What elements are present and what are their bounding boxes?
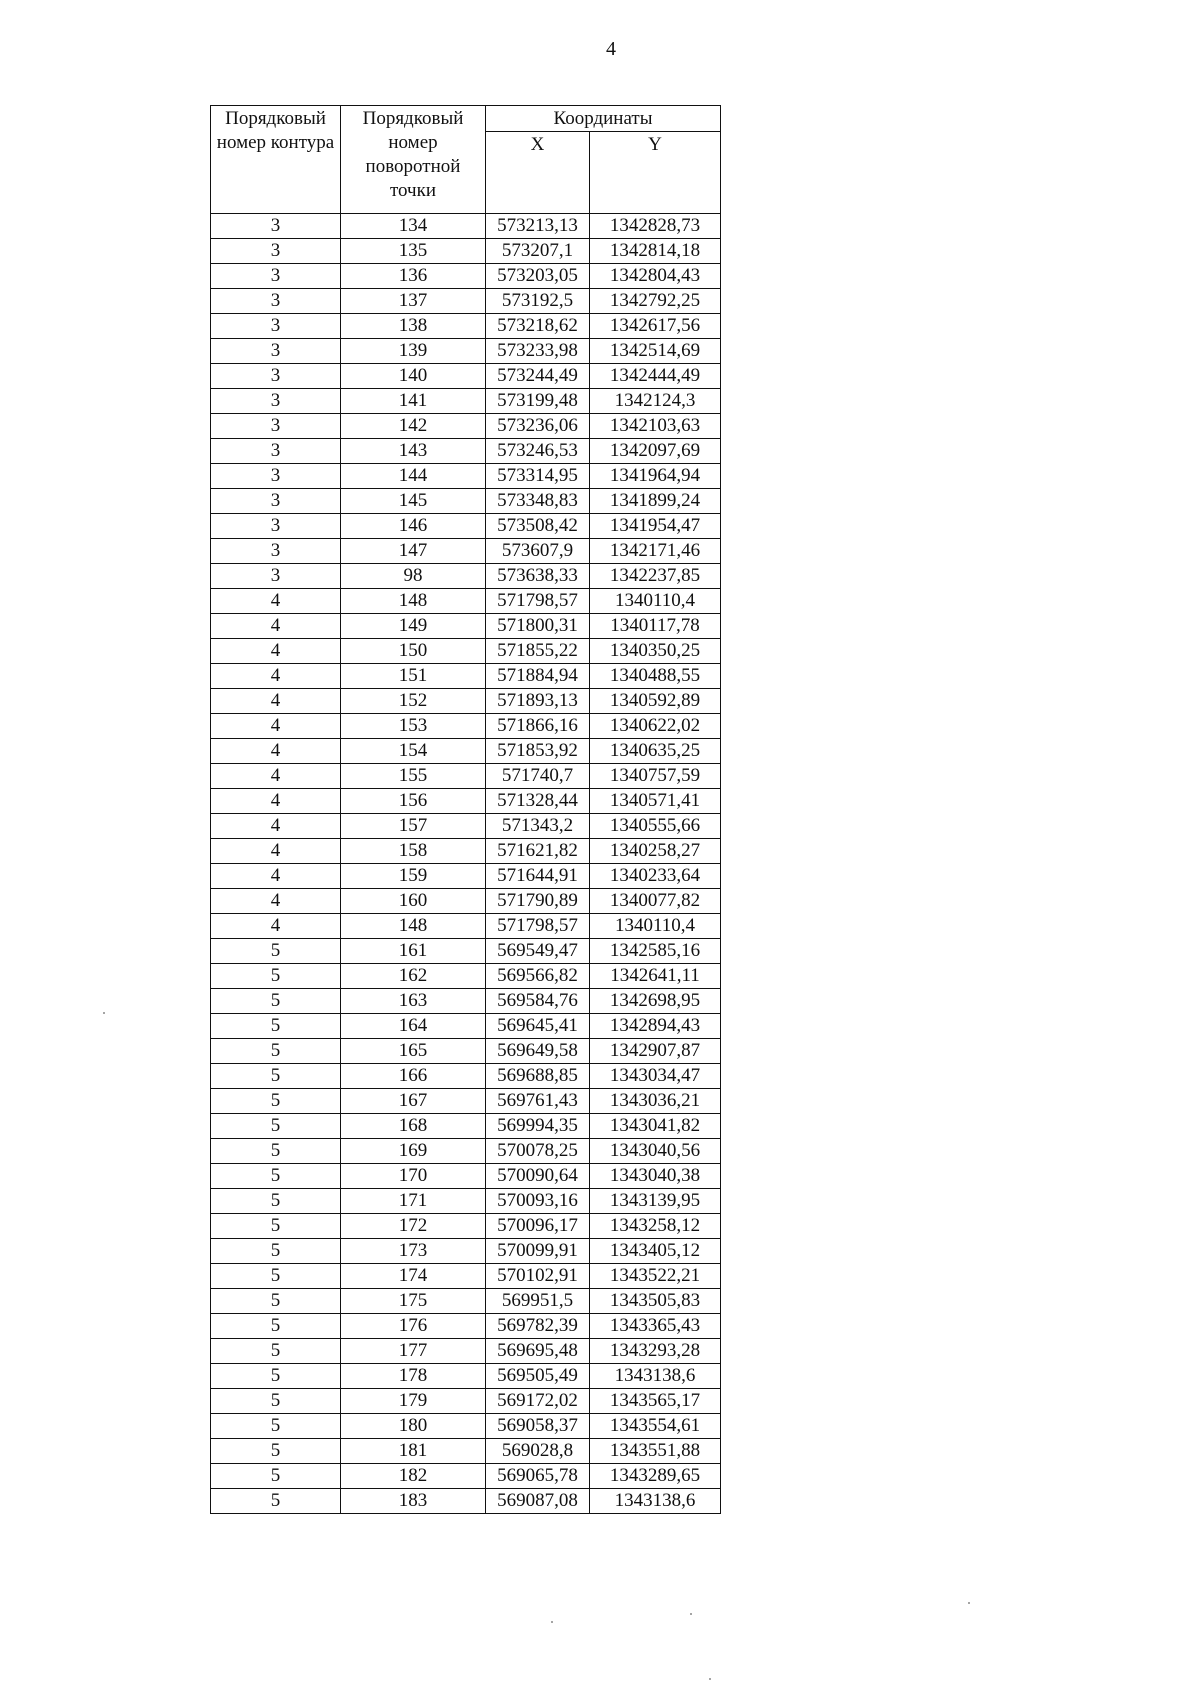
cell-contour-number: 3 <box>211 564 341 589</box>
cell-point-number: 138 <box>341 314 486 339</box>
cell-contour-number: 5 <box>211 1264 341 1289</box>
table-row <box>211 1214 721 1239</box>
cell-y-coordinate: 1341954,47 <box>590 514 721 539</box>
cell-point-number: 144 <box>341 464 486 489</box>
cell-x-coordinate: 573246,53 <box>486 439 590 464</box>
cell-contour-number: 4 <box>211 864 341 889</box>
cell-y-coordinate: 1340592,89 <box>590 689 721 714</box>
table-row <box>211 964 721 989</box>
table-row <box>211 1414 721 1439</box>
table-row <box>211 789 721 814</box>
cell-x-coordinate: 571884,94 <box>486 664 590 689</box>
cell-point-number: 148 <box>341 914 486 939</box>
cell-point-number: 150 <box>341 639 486 664</box>
cell-contour-number: 5 <box>211 1164 341 1189</box>
cell-contour-number: 3 <box>211 414 341 439</box>
cell-y-coordinate: 1342097,69 <box>590 439 721 464</box>
table-row <box>211 1439 721 1464</box>
cell-point-number: 162 <box>341 964 486 989</box>
cell-y-coordinate: 1343365,43 <box>590 1314 721 1339</box>
cell-contour-number: 5 <box>211 989 341 1014</box>
table-row <box>211 714 721 739</box>
cell-x-coordinate: 569761,43 <box>486 1089 590 1114</box>
cell-x-coordinate: 573207,1 <box>486 239 590 264</box>
cell-x-coordinate: 571798,57 <box>486 914 590 939</box>
cell-point-number: 167 <box>341 1089 486 1114</box>
cell-contour-number: 5 <box>211 1139 341 1164</box>
cell-y-coordinate: 1343040,38 <box>590 1164 721 1189</box>
cell-point-number: 142 <box>341 414 486 439</box>
cell-contour-number: 5 <box>211 1089 341 1114</box>
cell-point-number: 174 <box>341 1264 486 1289</box>
cell-contour-number: 4 <box>211 639 341 664</box>
cell-x-coordinate: 570099,91 <box>486 1239 590 1264</box>
cell-point-number: 173 <box>341 1239 486 1264</box>
cell-x-coordinate: 570078,25 <box>486 1139 590 1164</box>
cell-y-coordinate: 1343139,95 <box>590 1189 721 1214</box>
cell-point-number: 163 <box>341 989 486 1014</box>
table-row <box>211 914 721 939</box>
cell-x-coordinate: 569645,41 <box>486 1014 590 1039</box>
table-row <box>211 839 721 864</box>
cell-x-coordinate: 571740,7 <box>486 764 590 789</box>
cell-y-coordinate: 1340757,59 <box>590 764 721 789</box>
cell-contour-number: 3 <box>211 389 341 414</box>
table-row <box>211 1464 721 1489</box>
cell-point-number: 169 <box>341 1139 486 1164</box>
table-row <box>211 414 721 439</box>
cell-point-number: 182 <box>341 1464 486 1489</box>
table-row <box>211 939 721 964</box>
cell-contour-number: 5 <box>211 964 341 989</box>
cell-x-coordinate: 573348,83 <box>486 489 590 514</box>
cell-contour-number: 5 <box>211 939 341 964</box>
cell-contour-number: 3 <box>211 489 341 514</box>
cell-y-coordinate: 1342698,95 <box>590 989 721 1014</box>
cell-contour-number: 5 <box>211 1489 341 1514</box>
cell-x-coordinate: 571866,16 <box>486 714 590 739</box>
scan-speck <box>551 1621 553 1623</box>
cell-contour-number: 4 <box>211 739 341 764</box>
cell-contour-number: 5 <box>211 1414 341 1439</box>
table-row <box>211 264 721 289</box>
cell-x-coordinate: 569688,85 <box>486 1064 590 1089</box>
cell-contour-number: 3 <box>211 314 341 339</box>
cell-x-coordinate: 571644,91 <box>486 864 590 889</box>
cell-y-coordinate: 1342585,16 <box>590 939 721 964</box>
cell-point-number: 177 <box>341 1339 486 1364</box>
cell-y-coordinate: 1340571,41 <box>590 789 721 814</box>
cell-x-coordinate: 569584,76 <box>486 989 590 1014</box>
cell-point-number: 145 <box>341 489 486 514</box>
cell-y-coordinate: 1342514,69 <box>590 339 721 364</box>
cell-x-coordinate: 571343,2 <box>486 814 590 839</box>
cell-point-number: 172 <box>341 1214 486 1239</box>
header-point-label: Порядковый номер поворотной точки <box>362 108 464 201</box>
cell-contour-number: 3 <box>211 339 341 364</box>
cell-contour-number: 4 <box>211 614 341 639</box>
cell-x-coordinate: 569505,49 <box>486 1364 590 1389</box>
table-row <box>211 1239 721 1264</box>
cell-y-coordinate: 1343554,61 <box>590 1414 721 1439</box>
cell-contour-number: 4 <box>211 889 341 914</box>
cell-y-coordinate: 1341899,24 <box>590 489 721 514</box>
table-row <box>211 1014 721 1039</box>
cell-y-coordinate: 1340635,25 <box>590 739 721 764</box>
scan-speck <box>968 1602 970 1604</box>
cell-point-number: 158 <box>341 839 486 864</box>
scan-speck <box>103 1012 105 1014</box>
table-row <box>211 1389 721 1414</box>
cell-x-coordinate: 573233,98 <box>486 339 590 364</box>
cell-x-coordinate: 571790,89 <box>486 889 590 914</box>
header-point-number <box>341 106 486 214</box>
cell-y-coordinate: 1342907,87 <box>590 1039 721 1064</box>
cell-point-number: 155 <box>341 764 486 789</box>
cell-point-number: 160 <box>341 889 486 914</box>
cell-point-number: 165 <box>341 1039 486 1064</box>
header-coordinates: Координаты <box>486 106 721 132</box>
cell-x-coordinate: 571855,22 <box>486 639 590 664</box>
cell-y-coordinate: 1343258,12 <box>590 1214 721 1239</box>
cell-point-number: 175 <box>341 1289 486 1314</box>
cell-point-number: 137 <box>341 289 486 314</box>
cell-x-coordinate: 570093,16 <box>486 1189 590 1214</box>
cell-point-number: 164 <box>341 1014 486 1039</box>
header-contour-label: Порядковый номер контура <box>216 108 335 153</box>
table-row <box>211 864 721 889</box>
table-row <box>211 1164 721 1189</box>
cell-x-coordinate: 570096,17 <box>486 1214 590 1239</box>
cell-point-number: 183 <box>341 1489 486 1514</box>
cell-x-coordinate: 571798,57 <box>486 589 590 614</box>
table-row <box>211 364 721 389</box>
cell-point-number: 153 <box>341 714 486 739</box>
cell-contour-number: 5 <box>211 1114 341 1139</box>
cell-y-coordinate: 1340350,25 <box>590 639 721 664</box>
cell-contour-number: 4 <box>211 814 341 839</box>
cell-contour-number: 4 <box>211 839 341 864</box>
cell-contour-number: 3 <box>211 464 341 489</box>
table-row <box>211 814 721 839</box>
cell-x-coordinate: 569649,58 <box>486 1039 590 1064</box>
cell-y-coordinate: 1340622,02 <box>590 714 721 739</box>
cell-y-coordinate: 1342444,49 <box>590 364 721 389</box>
cell-contour-number: 5 <box>211 1064 341 1089</box>
cell-point-number: 146 <box>341 514 486 539</box>
table-row <box>211 339 721 364</box>
cell-x-coordinate: 571853,92 <box>486 739 590 764</box>
cell-x-coordinate: 573213,13 <box>486 214 590 239</box>
cell-x-coordinate: 569695,48 <box>486 1339 590 1364</box>
cell-contour-number: 4 <box>211 664 341 689</box>
table-row <box>211 1364 721 1389</box>
cell-x-coordinate: 569566,82 <box>486 964 590 989</box>
cell-x-coordinate: 573203,05 <box>486 264 590 289</box>
cell-y-coordinate: 1340258,27 <box>590 839 721 864</box>
cell-contour-number: 3 <box>211 289 341 314</box>
table-row <box>211 739 721 764</box>
cell-y-coordinate: 1343405,12 <box>590 1239 721 1264</box>
cell-point-number: 151 <box>341 664 486 689</box>
cell-point-number: 152 <box>341 689 486 714</box>
table-row <box>211 1064 721 1089</box>
table-row <box>211 1139 721 1164</box>
page-number: 4 <box>606 38 616 60</box>
cell-x-coordinate: 571328,44 <box>486 789 590 814</box>
cell-y-coordinate: 1342124,3 <box>590 389 721 414</box>
table-row <box>211 439 721 464</box>
cell-contour-number: 4 <box>211 589 341 614</box>
table-row <box>211 564 721 589</box>
cell-contour-number: 4 <box>211 714 341 739</box>
cell-contour-number: 4 <box>211 689 341 714</box>
cell-y-coordinate: 1341964,94 <box>590 464 721 489</box>
table-row <box>211 664 721 689</box>
cell-contour-number: 4 <box>211 914 341 939</box>
cell-point-number: 178 <box>341 1364 486 1389</box>
header-x: X <box>486 132 590 214</box>
cell-y-coordinate: 1343505,83 <box>590 1289 721 1314</box>
table-row <box>211 1264 721 1289</box>
table-row <box>211 1339 721 1364</box>
scan-speck <box>709 1678 711 1680</box>
table-row <box>211 589 721 614</box>
table-header <box>211 106 721 214</box>
cell-contour-number: 3 <box>211 539 341 564</box>
table-row <box>211 389 721 414</box>
cell-point-number: 179 <box>341 1389 486 1414</box>
cell-y-coordinate: 1340077,82 <box>590 889 721 914</box>
cell-x-coordinate: 573607,9 <box>486 539 590 564</box>
cell-contour-number: 5 <box>211 1314 341 1339</box>
cell-y-coordinate: 1343036,21 <box>590 1089 721 1114</box>
cell-x-coordinate: 570090,64 <box>486 1164 590 1189</box>
cell-y-coordinate: 1343293,28 <box>590 1339 721 1364</box>
cell-y-coordinate: 1340233,64 <box>590 864 721 889</box>
cell-y-coordinate: 1340555,66 <box>590 814 721 839</box>
cell-contour-number: 5 <box>211 1364 341 1389</box>
table-row <box>211 1114 721 1139</box>
cell-x-coordinate: 571893,13 <box>486 689 590 714</box>
cell-y-coordinate: 1340110,4 <box>590 914 721 939</box>
table-row <box>211 1089 721 1114</box>
cell-x-coordinate: 569065,78 <box>486 1464 590 1489</box>
cell-y-coordinate: 1342792,25 <box>590 289 721 314</box>
cell-point-number: 143 <box>341 439 486 464</box>
cell-y-coordinate: 1343565,17 <box>590 1389 721 1414</box>
cell-contour-number: 5 <box>211 1389 341 1414</box>
cell-point-number: 139 <box>341 339 486 364</box>
table-row <box>211 289 721 314</box>
cell-point-number: 147 <box>341 539 486 564</box>
cell-y-coordinate: 1340488,55 <box>590 664 721 689</box>
cell-point-number: 154 <box>341 739 486 764</box>
cell-x-coordinate: 573638,33 <box>486 564 590 589</box>
cell-y-coordinate: 1343289,65 <box>590 1464 721 1489</box>
cell-point-number: 180 <box>341 1414 486 1439</box>
cell-contour-number: 5 <box>211 1189 341 1214</box>
table-row <box>211 239 721 264</box>
cell-y-coordinate: 1343522,21 <box>590 1264 721 1289</box>
cell-y-coordinate: 1342171,46 <box>590 539 721 564</box>
table-row <box>211 1489 721 1514</box>
coordinates-table <box>210 105 721 1514</box>
cell-x-coordinate: 569172,02 <box>486 1389 590 1414</box>
table-row <box>211 889 721 914</box>
cell-contour-number: 4 <box>211 764 341 789</box>
cell-y-coordinate: 1343138,6 <box>590 1364 721 1389</box>
cell-contour-number: 3 <box>211 514 341 539</box>
cell-point-number: 136 <box>341 264 486 289</box>
table-row <box>211 1189 721 1214</box>
cell-x-coordinate: 573314,95 <box>486 464 590 489</box>
cell-point-number: 149 <box>341 614 486 639</box>
table-row <box>211 1314 721 1339</box>
cell-point-number: 171 <box>341 1189 486 1214</box>
cell-contour-number: 3 <box>211 364 341 389</box>
cell-point-number: 156 <box>341 789 486 814</box>
cell-x-coordinate: 573508,42 <box>486 514 590 539</box>
cell-point-number: 166 <box>341 1064 486 1089</box>
cell-y-coordinate: 1342103,63 <box>590 414 721 439</box>
cell-point-number: 157 <box>341 814 486 839</box>
cell-y-coordinate: 1342828,73 <box>590 214 721 239</box>
cell-x-coordinate: 569028,8 <box>486 1439 590 1464</box>
header-contour-number <box>211 106 341 214</box>
table-row <box>211 539 721 564</box>
cell-x-coordinate: 571800,31 <box>486 614 590 639</box>
cell-contour-number: 5 <box>211 1289 341 1314</box>
cell-y-coordinate: 1343034,47 <box>590 1064 721 1089</box>
table-row <box>211 989 721 1014</box>
cell-point-number: 176 <box>341 1314 486 1339</box>
cell-contour-number: 5 <box>211 1464 341 1489</box>
cell-point-number: 170 <box>341 1164 486 1189</box>
cell-point-number: 98 <box>341 564 486 589</box>
table-row <box>211 639 721 664</box>
cell-y-coordinate: 1343551,88 <box>590 1439 721 1464</box>
cell-contour-number: 4 <box>211 789 341 814</box>
cell-x-coordinate: 569087,08 <box>486 1489 590 1514</box>
cell-contour-number: 5 <box>211 1339 341 1364</box>
table-body <box>211 214 721 1514</box>
table-row <box>211 314 721 339</box>
cell-x-coordinate: 569058,37 <box>486 1414 590 1439</box>
cell-point-number: 140 <box>341 364 486 389</box>
cell-x-coordinate: 573199,48 <box>486 389 590 414</box>
cell-contour-number: 5 <box>211 1039 341 1064</box>
cell-x-coordinate: 573218,62 <box>486 314 590 339</box>
cell-point-number: 134 <box>341 214 486 239</box>
cell-contour-number: 5 <box>211 1439 341 1464</box>
cell-contour-number: 3 <box>211 439 341 464</box>
cell-x-coordinate: 569994,35 <box>486 1114 590 1139</box>
cell-contour-number: 5 <box>211 1239 341 1264</box>
table-row <box>211 514 721 539</box>
cell-y-coordinate: 1342894,43 <box>590 1014 721 1039</box>
cell-y-coordinate: 1343040,56 <box>590 1139 721 1164</box>
cell-contour-number: 5 <box>211 1014 341 1039</box>
cell-contour-number: 3 <box>211 214 341 239</box>
table-row <box>211 489 721 514</box>
cell-x-coordinate: 573244,49 <box>486 364 590 389</box>
cell-contour-number: 5 <box>211 1214 341 1239</box>
table-row <box>211 464 721 489</box>
cell-y-coordinate: 1342641,11 <box>590 964 721 989</box>
scan-speck <box>690 1613 692 1615</box>
cell-point-number: 141 <box>341 389 486 414</box>
cell-x-coordinate: 573236,06 <box>486 414 590 439</box>
cell-x-coordinate: 573192,5 <box>486 289 590 314</box>
cell-x-coordinate: 570102,91 <box>486 1264 590 1289</box>
cell-x-coordinate: 569782,39 <box>486 1314 590 1339</box>
cell-y-coordinate: 1342617,56 <box>590 314 721 339</box>
cell-x-coordinate: 569951,5 <box>486 1289 590 1314</box>
cell-y-coordinate: 1343041,82 <box>590 1114 721 1139</box>
cell-point-number: 148 <box>341 589 486 614</box>
cell-y-coordinate: 1342237,85 <box>590 564 721 589</box>
table-row <box>211 214 721 239</box>
cell-y-coordinate: 1340110,4 <box>590 589 721 614</box>
cell-x-coordinate: 571621,82 <box>486 839 590 864</box>
table-row <box>211 689 721 714</box>
cell-point-number: 181 <box>341 1439 486 1464</box>
header-y: Y <box>590 132 721 214</box>
cell-point-number: 161 <box>341 939 486 964</box>
table-row <box>211 1289 721 1314</box>
cell-point-number: 135 <box>341 239 486 264</box>
cell-y-coordinate: 1342804,43 <box>590 264 721 289</box>
cell-point-number: 159 <box>341 864 486 889</box>
cell-y-coordinate: 1340117,78 <box>590 614 721 639</box>
cell-point-number: 168 <box>341 1114 486 1139</box>
table-row <box>211 1039 721 1064</box>
cell-x-coordinate: 569549,47 <box>486 939 590 964</box>
cell-y-coordinate: 1343138,6 <box>590 1489 721 1514</box>
cell-contour-number: 3 <box>211 239 341 264</box>
table-row <box>211 764 721 789</box>
table-row <box>211 614 721 639</box>
cell-y-coordinate: 1342814,18 <box>590 239 721 264</box>
cell-contour-number: 3 <box>211 264 341 289</box>
